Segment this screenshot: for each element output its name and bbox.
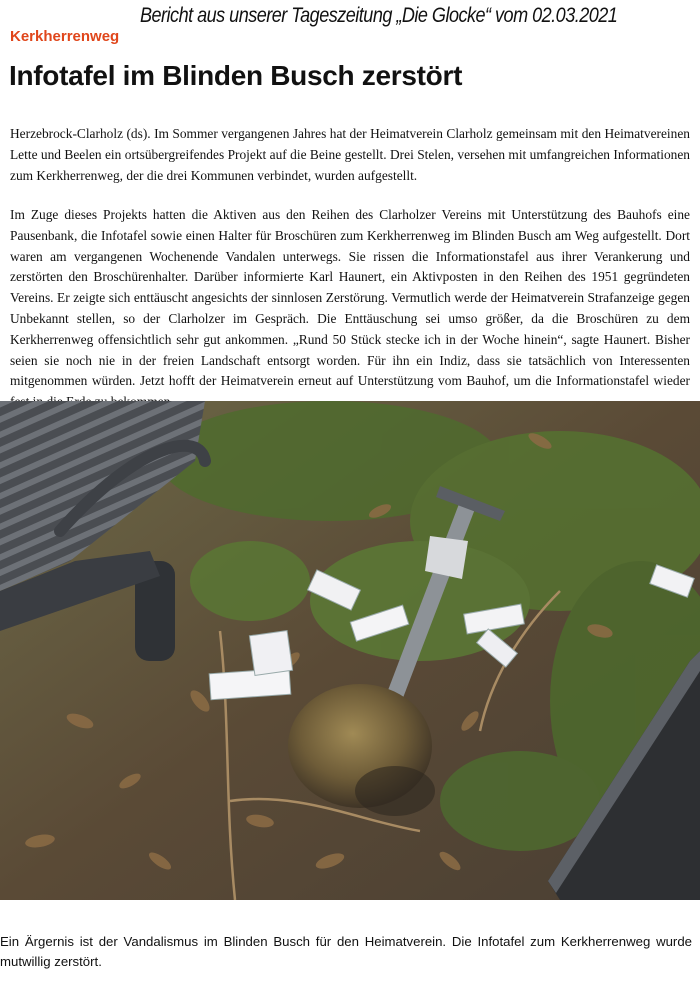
article-paragraph-1: Herzebrock-Clarholz (ds). Im Sommer vergangenen Jahres hat der Heimatverein Clarholz gemeinsam mit den Heimatvereinen Lette und Beelen ein ortsübergreifendes Projekt auf die Beine gestellt. Drei Stelen, versehen mit umfangreichen Informationen zum Kerkherrenweg, der die drei Kommunen verbindet, wurden aufgestellt. xyxy=(10,126,690,183)
source-line: Bericht aus unserer Tageszeitung „Die Glocke“ vom 02.03.2021 xyxy=(140,4,618,27)
article-paragraph-2: Im Zuge dieses Projekts hatten die Aktiven aus den Reihen des Clarholzer Vereins mit Unterstützung des Bauhofs eine Pausenbank, die Infotafel sowie einen Halter für Broschüren zum Kerkherrenweg im Blinden Busch am Weg aufgestellt. Dort waren am vergangenen Wochenende Vandalen unterwegs. Sie rissen die Informationstafel aus ihrer Verankerung und zerstörten den Broschürenhalter. Darüber informierte Karl Haunert, ein Aktivposten in den Reihen des 1951 gegründeten Vereins. Er zeigte sich enttäuscht angesichts der sinnlosen Zerstörung. Vermutlich werde der Heimatverein Strafanzeige gegen Unbekannt stellen, so der Clarholzer im Gespräch. Die Enttäuschung sei umso größer, da die Broschüren zu dem Kerkherrenweg offensichtlich sehr gut ankommen. „Rund 50 Stück stecke ich in der Woche hinein“, sagte Haunert. Bisher seien sie noch nie in der freien Landschaft entsorgt worden. Für ihn ein Indiz, dass sie tatsächlich von Interessenten mitgenommen würden. Jetzt hofft der Heimatverein erneut auf Unterstützung vom Bauhof, um die Informationstafel wieder xyxy=(10,207,690,389)
article-photo xyxy=(0,401,700,900)
photo-caption: Ein Ärgernis ist der Vandalismus im Blinden Busch für den Heimatverein. Die Infotafel zum Kerkherrenweg wurde mutwillig zerstört. xyxy=(0,934,692,969)
article-headline: Infotafel im Blinden Busch zerstört xyxy=(9,60,463,91)
section-kicker: Kerkherrenweg xyxy=(10,28,120,45)
